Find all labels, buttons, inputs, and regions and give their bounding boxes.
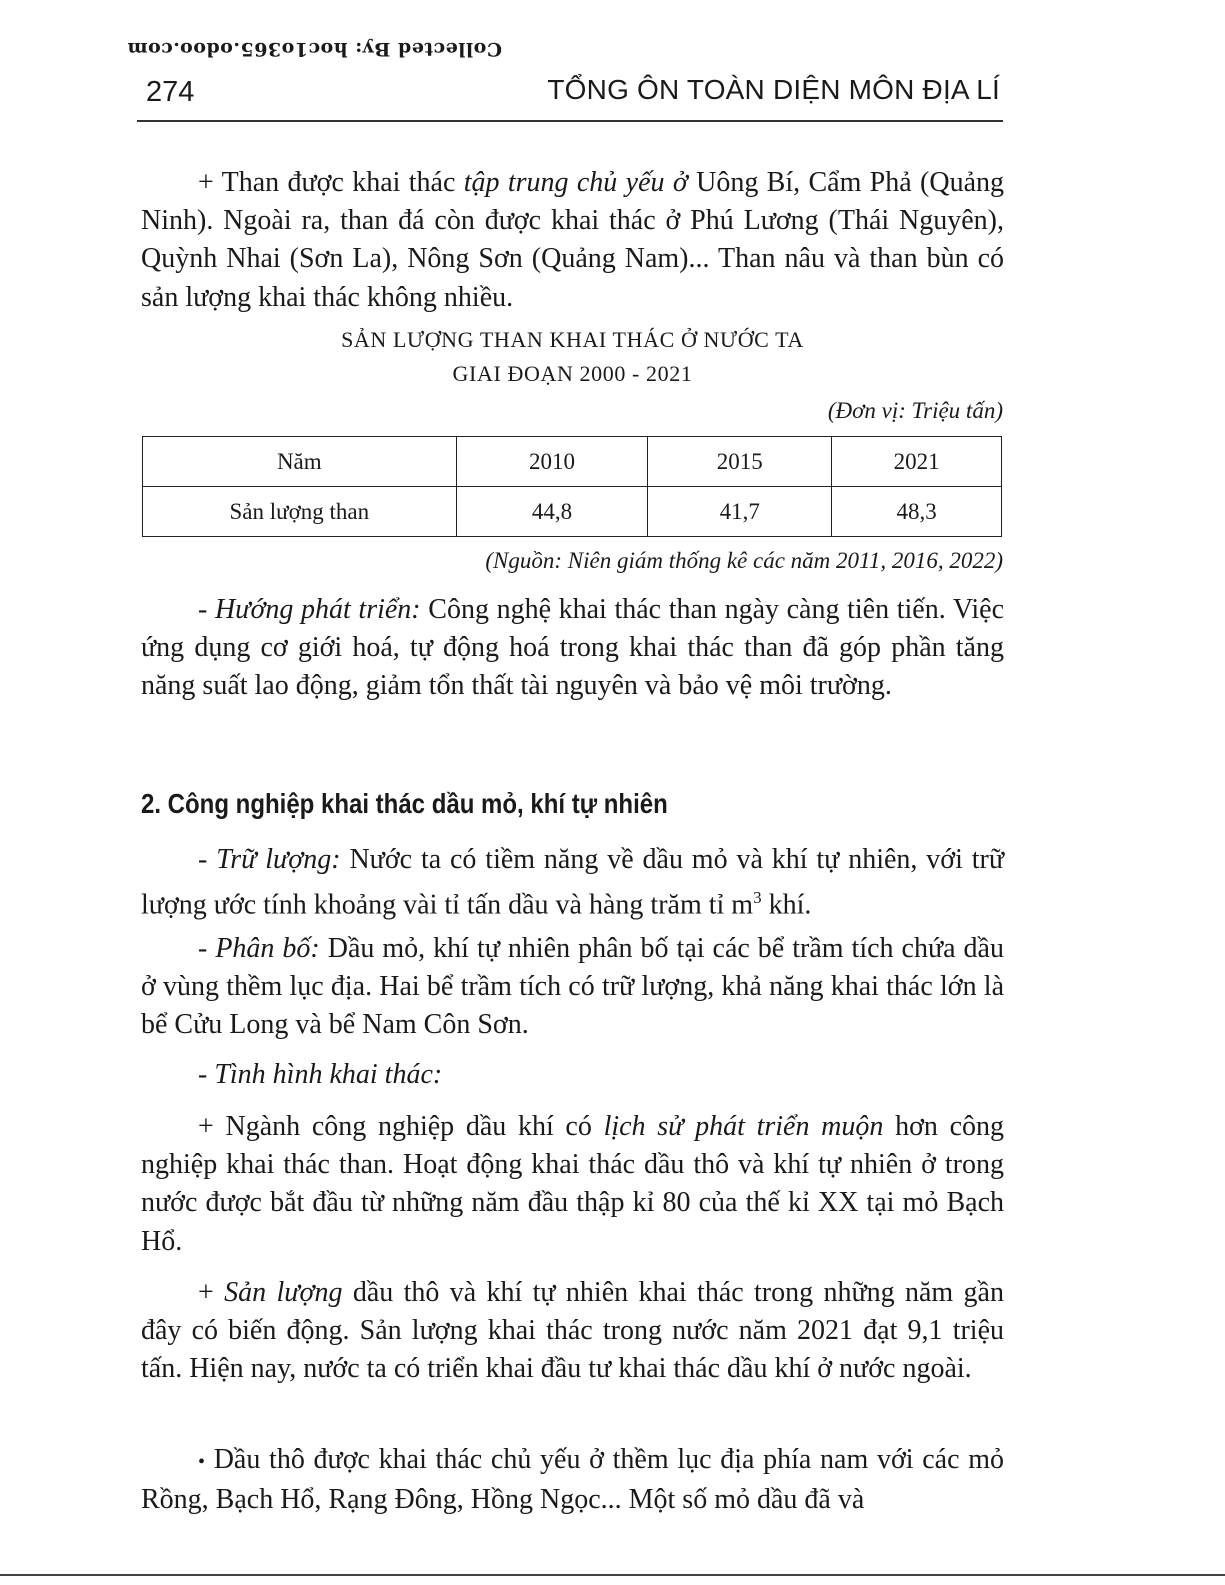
paragraph-reserves [141, 841, 1004, 925]
emphasis-text: - Hướng phát triển: [198, 594, 421, 625]
emphasis-text: - Tình hình khai thác: [198, 1059, 443, 1090]
table-cell: 41,7 [648, 487, 832, 537]
running-title: TỔNG ÔN TOÀN DIỆN MÔN ĐỊA LÍ [547, 74, 1000, 105]
text-run: + Than được khai thác [198, 167, 464, 198]
text-run: khí. [761, 889, 812, 921]
table-cell: 44,8 [456, 487, 648, 537]
paragraph-oil-gas-output [141, 1274, 1004, 1389]
table-cell: 48,3 [832, 487, 1002, 537]
emphasis-text: tập trung chủ yếu ở [463, 167, 688, 198]
unit-note: (Đơn vị: Triệu tấn) [827, 398, 1003, 423]
watermark-text: Collected By: hoc1o365.odoo.com [126, 38, 502, 60]
text-run: Dầu thô được khai thác chủ yếu ở thềm lục địa phía nam với các mỏ Rồng, Bạch Hổ, Rạng Đông, Hồng Ngọc... Một số mỏ dầu đã và [141, 1444, 1004, 1516]
paragraph-coal-locations [141, 164, 1004, 317]
emphasis-text: Sản lượng [224, 1277, 343, 1308]
table-caption-line2: GIAI ĐOẠN 2000 - 2021 [452, 361, 693, 386]
table-cell: Năm [143, 437, 457, 487]
text-run: hơn công nghiệp khai thác than. Hoạt động khai thác dầu thô và khí tự nhiên ở trong nước được bắt đầu từ những năm đầu thập kỉ 80 của thế kỉ XX tại mỏ Bạch Hổ. [141, 1111, 1004, 1257]
text-run: Uông Bí, Cẩm Phả (Quảng Ninh). Ngoài ra, than đá còn được khai thác ở Phú Lương (Thái Nguyên), Quỳnh Nhai (Sơn La), Nông Sơn (Quảng Nam)... Than nâu và than bùn có sản lượng khai thác không nhiều. [141, 167, 1004, 313]
source-note: (Nguồn: Niên giám thống kê các năm 2011, 2016, 2022) [485, 548, 1003, 573]
text-run: Dầu mỏ, khí tự nhiên phân bố tại các bể trầm tích chứa dầu ở vùng thềm lục địa. Hai bể trầm tích có trữ lượng, khả năng khai thác lớn là bể Cửu Long và bể Nam Côn Sơn. [141, 933, 1004, 1041]
emphasis-text: - Phân bố: [198, 933, 320, 964]
table-cell: 2015 [648, 437, 832, 487]
paragraph-oil-gas-history [141, 1108, 1004, 1261]
paragraph-development-direction [141, 591, 1004, 706]
table-cell: Sản lượng than [143, 487, 457, 537]
paragraph-distribution [141, 930, 1004, 1045]
table-row [143, 487, 1002, 537]
text-run: Công nghệ khai thác than ngày càng tiên tiến. Việc ứng dụng cơ giới hoá, tự động hoá trong khai thác than đã góp phần tăng năng suất lao động, giảm tổn thất tài nguyên và bảo vệ môi trường. [141, 594, 1005, 702]
table-cell: 2021 [832, 437, 1002, 487]
coal-output-table [142, 436, 1002, 537]
page-number: 274 [146, 76, 195, 108]
section-heading: 2. Công nghiệp khai thác dầu mỏ, khí tự nhiên [141, 789, 668, 821]
paragraph-crude-oil-fields [141, 1441, 1004, 1519]
emphasis-text: - Trữ lượng: [198, 844, 341, 875]
paragraph-extraction-status-label [141, 1056, 1004, 1094]
superscript: 3 [753, 888, 762, 908]
bullet-icon: • [198, 1451, 206, 1473]
text-run: + [198, 1277, 225, 1308]
table-header-row [143, 437, 1002, 487]
text-run: + Ngành công nghiệp dầu khí có [198, 1111, 604, 1142]
table-caption-line1: SẢN LƯỢNG THAN KHAI THÁC Ở NƯỚC TA [341, 327, 804, 352]
text-run: Nước ta có tiềm năng về dầu mỏ và khí tự nhiên, với trữ lượng ước tính khoảng vài tỉ tấn dầu và hàng trăm tỉ m [141, 844, 1005, 921]
text-run: dầu thô và khí tự nhiên khai thác trong những năm gần đây có biến động. Sản lượng khai thác trong nước năm 2021 đạt 9,1 triệu tấn. Hiện nay, nước ta có triển khai đầu tư khai thác dầu khí ở nước ngoài. [141, 1277, 1004, 1385]
table-cell: 2010 [456, 437, 648, 487]
header-rule [137, 120, 1003, 122]
emphasis-text: lịch sử phát triển muộn [603, 1111, 884, 1142]
bottom-edge-line [0, 1574, 1225, 1576]
